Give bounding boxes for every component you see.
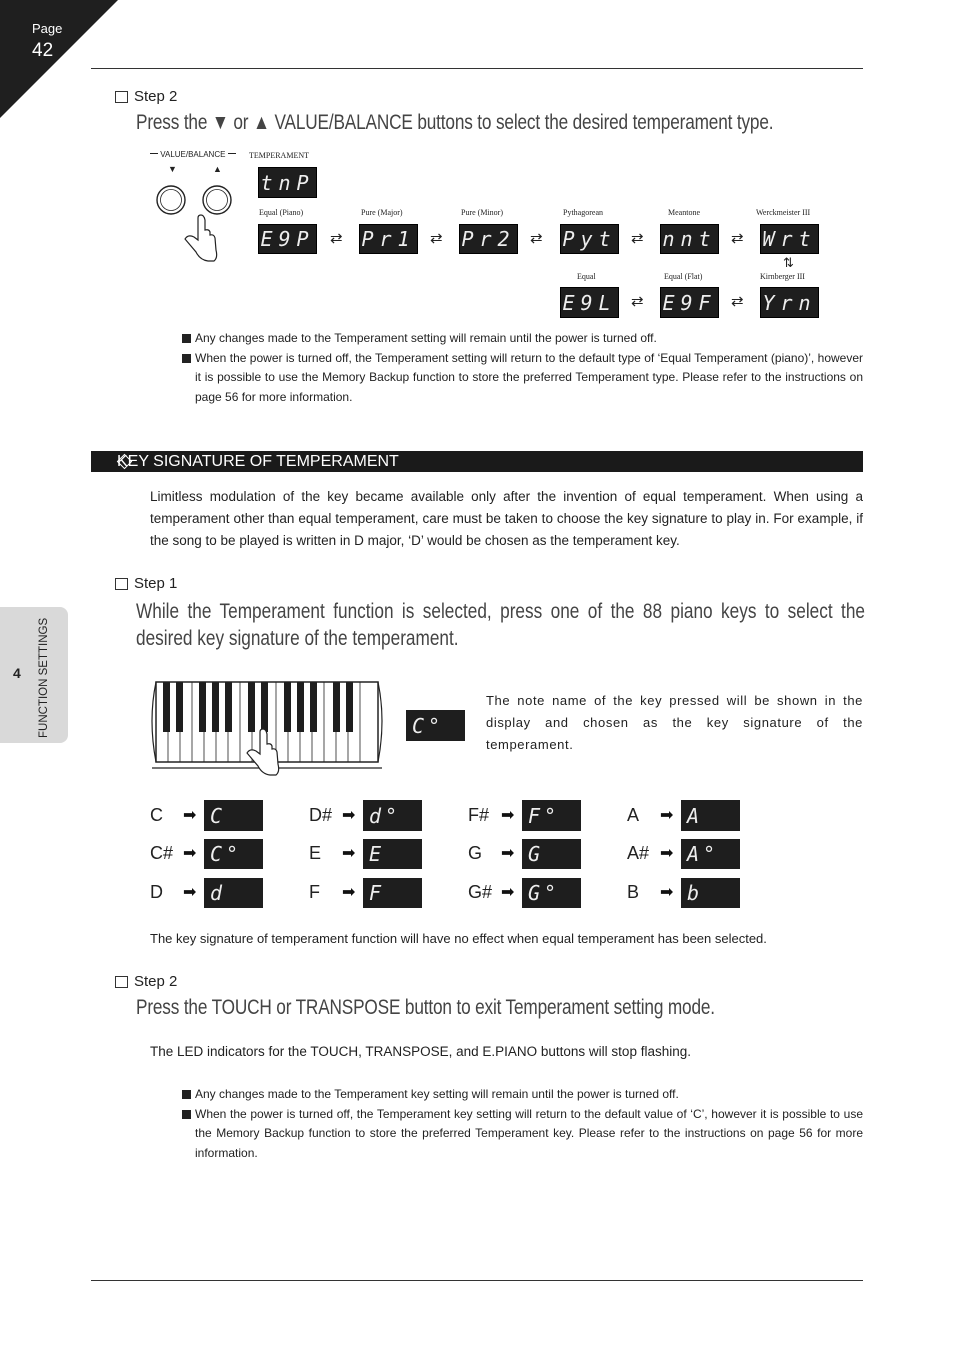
note-display: b [681,878,740,908]
value-up-button[interactable] [203,186,231,214]
step-heading: Press the ▼ or ▲ VALUE/BALANCE buttons to select the desired temperament type. [136,111,774,134]
note-name: F# [468,805,490,825]
note-display: F [363,878,422,908]
note-display: F° [522,800,581,831]
note-name: A [627,805,640,825]
note-name: D [150,882,163,902]
step-label: Step 2 [115,88,177,105]
step-heading: Press the TOUCH or TRANSPOSE button to exit Temperament setting mode. [136,996,715,1019]
key-display-description: The note name of the key pressed will be shown in the display and chosen as the key signature of the temperament. [486,693,863,752]
type-name: Kirnberger III [760,272,805,281]
note-display: C [204,800,263,831]
type-display: E9P [258,224,317,254]
key-display: C° [406,710,465,741]
type-name: Pythagorean [563,208,603,217]
panel-buttons-illustration [154,182,236,266]
value-balance-label: VALUE/BALANCE [160,150,226,159]
type-display: Wrt [760,224,819,254]
up-arrow-icon: ▲ [213,164,222,174]
temperament-label: TEMPERAMENT [249,151,309,160]
keyboard-illustration [148,680,388,778]
note-item: When the power is turned off, the Temperament key setting will return to the default value of ‘C’, however it is possible to use the Memory Backup function to store the preferred Temperament key. Please refer to the instructions on page 56 for more information. [182,1105,863,1164]
type-display: Pr2 [459,224,518,254]
step-heading: While the Temperament function is selected, press one of the 88 piano keys to select the desired key signature of the temperament. [136,600,865,650]
type-display: E9L [560,287,619,318]
swap-arrow-icon: ⇄ [430,230,443,247]
note-name: F [309,882,320,902]
note-display: G [522,839,581,869]
side-tab [0,607,68,743]
vertical-swap-arrow-icon: ⇅ [783,255,794,270]
page-corner [0,0,118,118]
right-arrow-icon: ➡ [183,807,197,824]
note-item: Any changes made to the Temperament key setting will remain until the power is turned off. [182,1085,863,1105]
note-display: A° [681,839,740,869]
swap-arrow-icon: ⇄ [731,230,744,247]
type-name: Pure (Minor) [461,208,503,217]
section-intro: Limitless modulation of the key became available only after the invention of equal temperament. When using a temperament other than equal temperament, care must be taken to choose the key signature to play in. For example, if the song to be played is written in D major, ‘D’ would be chosen as the temperament key. [150,489,863,548]
right-arrow-icon: ➡ [183,845,197,862]
temperament-display: tnP [258,167,317,198]
step2-text: The LED indicators for the TOUCH, TRANSPOSE, and E.PIANO buttons will stop flashing. [150,1044,691,1059]
note-name: C [150,805,163,825]
note-list [182,329,863,407]
right-arrow-icon: ➡ [660,845,674,862]
right-arrow-icon: ➡ [342,807,356,824]
type-display: Yrn [760,287,819,318]
bullet-icon [182,354,191,363]
right-arrow-icon: ➡ [501,807,515,824]
note-display: d° [363,800,422,831]
right-arrow-icon: ➡ [501,845,515,862]
down-arrow-icon: ▼ [168,164,177,174]
section-header: KEY SIGNATURE OF TEMPERAMENT [91,451,863,472]
note-display: E [363,839,422,869]
right-arrow-icon: ➡ [660,884,674,901]
type-name: Equal (Piano) [259,208,304,217]
step1-note: The key signature of temperament function will have no effect when equal temperament has been selected. [150,931,767,946]
checkbox-icon [115,578,128,590]
top-rule [91,68,863,69]
bottom-rule [91,1280,863,1281]
type-name: Meantone [668,208,700,217]
value-balance-panel [150,150,240,159]
swap-arrow-icon: ⇄ [530,230,543,247]
swap-arrow-icon: ⇄ [631,230,644,247]
note-name: G# [468,882,493,902]
right-arrow-icon: ➡ [501,884,515,901]
right-arrow-icon: ➡ [660,807,674,824]
hand-pointer-icon [185,215,217,261]
note-item: Any changes made to the Temperament setting will remain until the power is turned off. [182,329,863,349]
note-item: When the power is turned off, the Temperament setting will return to the default type of ‘Equal Temperament (piano)’, however it is possible to use the Memory Backup function to store the preferred Temperament type. Please refer to the instructions on page 56 for more information. [182,349,863,408]
step-label: Step 1 [115,575,177,592]
bullet-icon [182,1090,191,1099]
side-tab-text: FUNCTION SETTINGS [38,617,50,738]
bullet-icon [182,334,191,343]
type-display: nnt [660,224,719,254]
type-display: Pyt [560,224,619,254]
swap-arrow-icon: ⇄ [330,230,343,247]
key-grid [150,800,750,910]
swap-arrow-icon: ⇄ [731,293,744,310]
type-name: Equal (Flat) [664,272,703,281]
type-name: Werckmeister III [756,208,811,217]
note-display: G° [522,878,581,908]
note-name: D# [309,805,333,825]
note-display: C° [204,839,263,869]
note-name: B [627,882,640,902]
step-label: Step 2 [115,973,177,990]
note-display: d [204,878,263,908]
note-list [182,1085,863,1163]
checkbox-icon [115,91,128,103]
side-tab-number: 4 [13,665,21,681]
swap-arrow-icon: ⇄ [631,293,644,310]
value-down-button[interactable] [157,186,185,214]
checkbox-icon [115,976,128,988]
type-name: Pure (Major) [361,208,403,217]
note-name: A# [627,843,650,863]
type-display: E9F [660,287,719,318]
page-number: 42 [32,40,54,61]
note-name: G [468,843,483,863]
bullet-icon [182,1110,191,1119]
note-name: C# [150,843,174,863]
right-arrow-icon: ➡ [183,884,197,901]
type-name: Equal [577,272,596,281]
type-display: Pr1 [359,224,418,254]
right-arrow-icon: ➡ [342,884,356,901]
page-label: Page [32,21,63,36]
note-display: A [681,800,740,831]
right-arrow-icon: ➡ [342,845,356,862]
note-name: E [309,843,322,863]
